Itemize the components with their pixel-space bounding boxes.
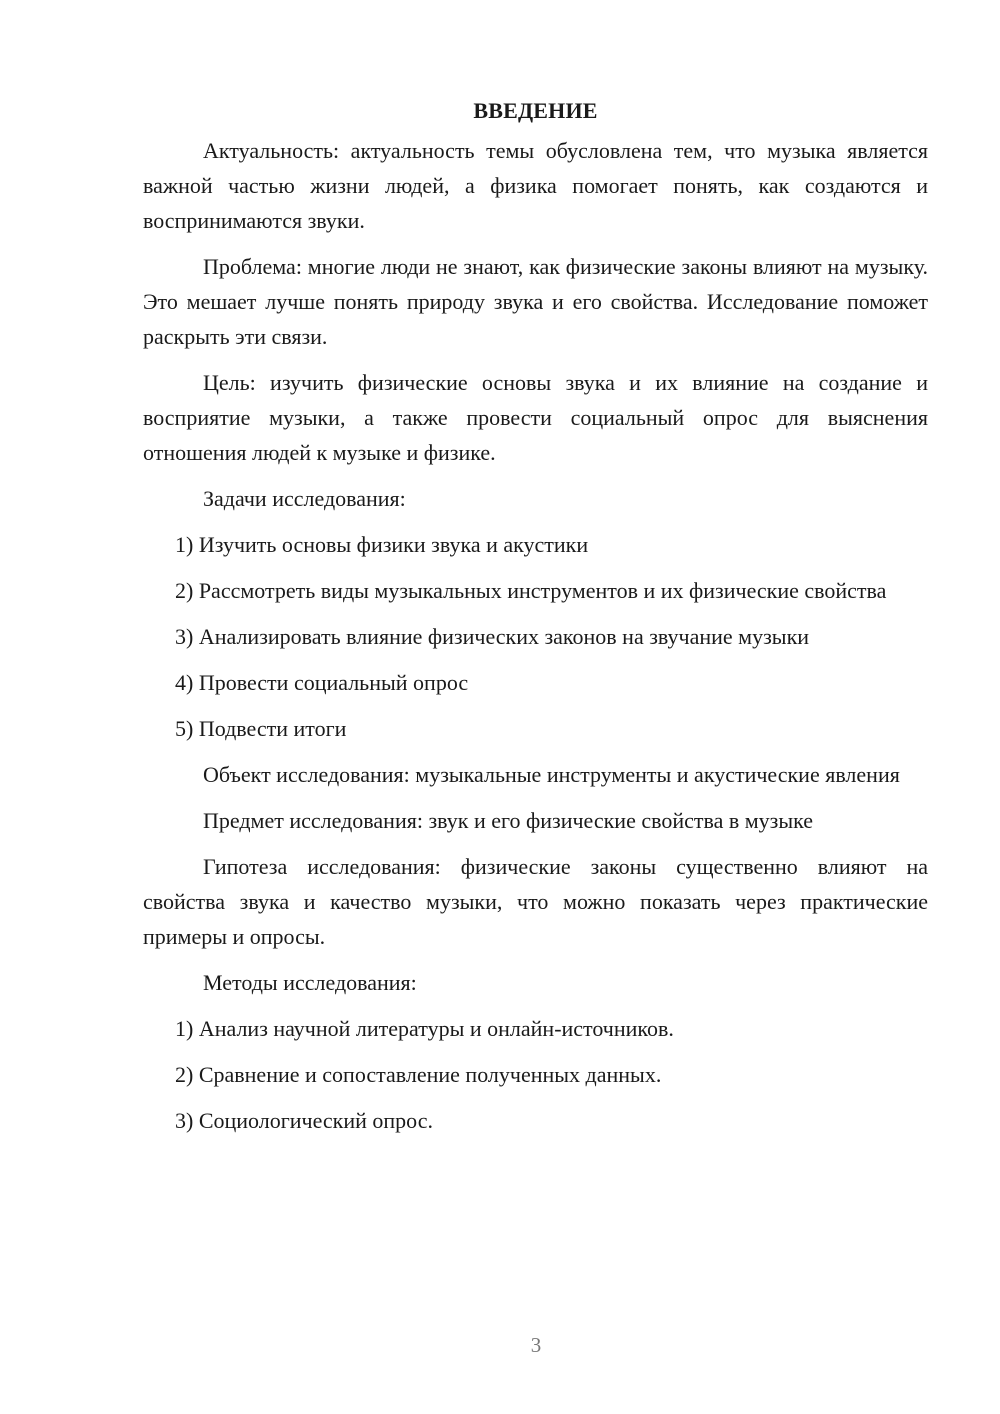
task-item: 3) Анализировать влияние физических законов на звучание музыки (175, 624, 810, 649)
hypothesis-paragraph: Гипотеза исследования: физические законы существенно влияют на свойства звука и качество музыки, что можно показать через практические примеры и опросы. (143, 854, 928, 949)
task-item: 2) Рассмотреть виды музыкальных инструментов и их физические свойства (175, 578, 887, 603)
tasks-heading: Задачи исследования: (203, 486, 406, 511)
relevance-paragraph: Актуальность: актуальность темы обусловлена тем, что музыка является важной частью жизни людей, а физика помогает понять, как создаются и воспринимаются звуки. (143, 138, 928, 233)
subject-paragraph: Предмет исследования: звук и его физические свойства в музыке (203, 808, 814, 833)
object-paragraph: Объект исследования: музыкальные инструменты и акустические явления (203, 762, 900, 787)
document-page (143, 96, 928, 1149)
methods-heading: Методы исследования: (203, 970, 417, 995)
method-item: 3) Социологический опрос. (175, 1108, 433, 1133)
method-item: 1) Анализ научной литературы и онлайн-источников. (175, 1016, 674, 1041)
page-number: 3 (530, 1333, 542, 1357)
goal-paragraph: Цель: изучить физические основы звука и их влияние на создание и восприятие музыки, а также провести социальный опрос для выяснения отношения людей к музыке и физике. (143, 370, 928, 465)
task-item: 1) Изучить основы физики звука и акустики (175, 532, 589, 557)
problem-paragraph: Проблема: многие люди не знают, как физические законы влияют на музыку. Это мешает лучше понять природу звука и его свойства. Исследование поможет раскрыть эти связи. (143, 254, 928, 349)
section-title: ВВЕДЕНИЕ (473, 98, 598, 123)
task-item: 4) Провести социальный опрос (175, 670, 469, 695)
task-item: 5) Подвести итоги (175, 716, 347, 741)
method-item: 2) Сравнение и сопоставление полученных данных. (175, 1062, 662, 1087)
